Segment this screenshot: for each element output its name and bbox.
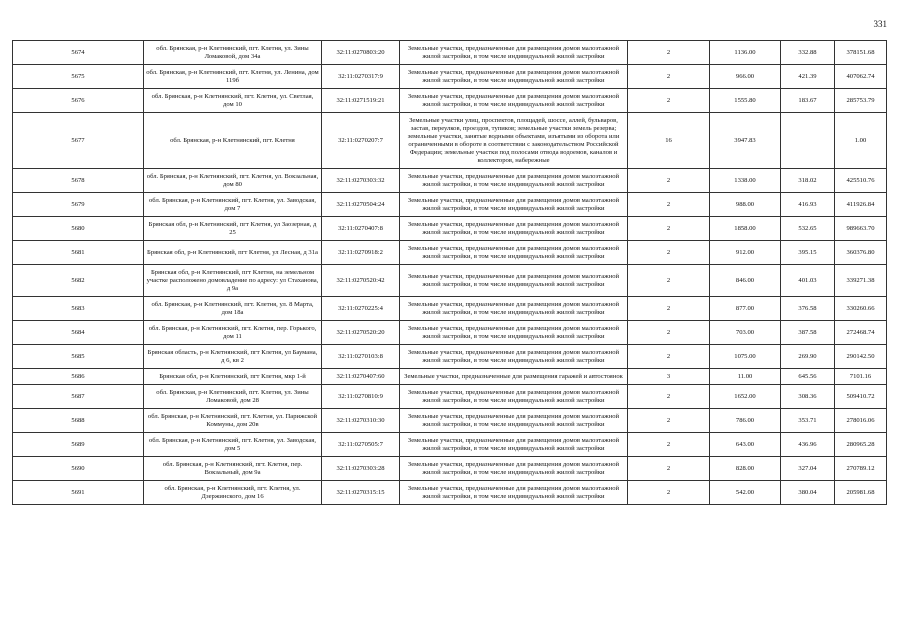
- land-use-cell: Земельные участки улиц, проспектов, площадей, шоссе, аллей, бульваров, застав, переулков, проездов, тупиков; земельные участки земель резерва; земельные участки, занятые водными объектами, изъятыми из оборота или ограниченными в обороте в соответствии с законодательством Российской Федерации; земельные участки под полосами отвода водоемов, каналов и коллекторов, набережные: [400, 113, 628, 169]
- cadastral-number-cell: 32:11:0270315:15: [322, 481, 400, 505]
- cadastral-value-cell: 285753.79: [835, 89, 887, 113]
- table-row: [13, 297, 887, 321]
- table-row: [13, 169, 887, 193]
- cadastral-value-cell: 1.00: [835, 113, 887, 169]
- area-cell: 988.00: [710, 193, 781, 217]
- specific-value-cell: 376.58: [781, 297, 835, 321]
- cadastral-number-cell: 32:11:0270317:9: [322, 65, 400, 89]
- specific-value-cell: 269.90: [781, 345, 835, 369]
- area-cell: 1075.00: [710, 345, 781, 369]
- row-number-cell: 5689: [13, 433, 144, 457]
- table-row: [13, 113, 887, 169]
- area-cell: 1652.00: [710, 385, 781, 409]
- cadastral-number-cell: 32:11:0270810:9: [322, 385, 400, 409]
- land-use-cell: Земельные участки, предназначенные для размещения гаражей и автостоянок: [400, 369, 628, 385]
- table-row: [13, 41, 887, 65]
- area-cell: 786.00: [710, 409, 781, 433]
- table-row: [13, 409, 887, 433]
- area-cell: 3947.83: [710, 113, 781, 169]
- row-number-cell: 5684: [13, 321, 144, 345]
- area-cell: 828.00: [710, 457, 781, 481]
- table-row: [13, 241, 887, 265]
- cadastral-number-cell: 32:11:0270504:24: [322, 193, 400, 217]
- cadastral-number-cell: 32:11:0270407:60: [322, 369, 400, 385]
- specific-value-cell: 308.36: [781, 385, 835, 409]
- area-cell: 643.00: [710, 433, 781, 457]
- table-row: [13, 65, 887, 89]
- address-cell: обл. Брянская, р-н Клетнянский, пгт. Клетня, ул. Зины Ломаковой, дом 28: [144, 385, 322, 409]
- row-number-cell: 5680: [13, 217, 144, 241]
- cadastral-value-cell: 330260.66: [835, 297, 887, 321]
- area-cell: 1338.00: [710, 169, 781, 193]
- table-row: [13, 369, 887, 385]
- row-number-cell: 5675: [13, 65, 144, 89]
- land-use-cell: Земельные участки, предназначенные для размещения домов малоэтажной жилой застройки, в том числе индивидуальной жилой застройки: [400, 193, 628, 217]
- area-cell: 1555.80: [710, 89, 781, 113]
- cadastral-value-cell: 407062.74: [835, 65, 887, 89]
- address-cell: Брянская обл, р-н Клетнянский, пгт Клетня, мкр 1-й: [144, 369, 322, 385]
- address-cell: обл. Брянская, р-н Клетнянский, пгт. Клетня, пер. Вокзальный, дом 9а: [144, 457, 322, 481]
- table-row: [13, 345, 887, 369]
- use-group-cell: 2: [628, 385, 710, 409]
- area-cell: 912.00: [710, 241, 781, 265]
- table-row: [13, 217, 887, 241]
- use-group-cell: 2: [628, 457, 710, 481]
- cadastral-number-cell: 32:11:0270303:32: [322, 169, 400, 193]
- use-group-cell: 2: [628, 169, 710, 193]
- cadastral-number-cell: 32:11:0271519:21: [322, 89, 400, 113]
- address-cell: обл. Брянская, р-н Клетнянский, пгт. Клетня, пер. Горького, дом 11: [144, 321, 322, 345]
- table-row: [13, 193, 887, 217]
- cadastral-number-cell: 32:11:0270520:42: [322, 265, 400, 297]
- specific-value-cell: 416.93: [781, 193, 835, 217]
- row-number-cell: 5679: [13, 193, 144, 217]
- use-group-cell: 2: [628, 217, 710, 241]
- cadastral-value-cell: 270789.12: [835, 457, 887, 481]
- row-number-cell: 5686: [13, 369, 144, 385]
- table-body: [13, 41, 887, 505]
- cadastral-number-cell: 32:11:0270310:30: [322, 409, 400, 433]
- specific-value-cell: 183.67: [781, 89, 835, 113]
- address-cell: обл. Брянская, р-н Клетнянский, пгт. Клетня, ул. Ленина, дом 119б: [144, 65, 322, 89]
- address-cell: обл. Брянская, р-н Клетнянский, пгт. Клетня, ул. Светлая, дом 10: [144, 89, 322, 113]
- address-cell: Брянская область, р-н Клетнянский, пгт Клетня, ул Баумана, д 6, кв 2: [144, 345, 322, 369]
- table-row: [13, 321, 887, 345]
- use-group-cell: 16: [628, 113, 710, 169]
- table-row: [13, 481, 887, 505]
- area-cell: 542.00: [710, 481, 781, 505]
- row-number-cell: 5683: [13, 297, 144, 321]
- land-use-cell: Земельные участки, предназначенные для размещения домов малоэтажной жилой застройки, в том числе индивидуальной жилой застройки: [400, 65, 628, 89]
- specific-value-cell: 645.56: [781, 369, 835, 385]
- table-row: [13, 433, 887, 457]
- use-group-cell: 2: [628, 89, 710, 113]
- land-use-cell: Земельные участки, предназначенные для размещения домов малоэтажной жилой застройки, в том числе индивидуальной жилой застройки: [400, 457, 628, 481]
- area-cell: 1858.00: [710, 217, 781, 241]
- cadastral-value-cell: 272468.74: [835, 321, 887, 345]
- address-cell: обл. Брянская, р-н Клетнянский, пгт. Клетня, ул. Вокзальная, дом 80: [144, 169, 322, 193]
- specific-value-cell: 532.65: [781, 217, 835, 241]
- address-cell: обл. Брянская, р-н Клетнянский, пгт. Клетня, ул. Дзержинского, дом 16: [144, 481, 322, 505]
- cadastral-number-cell: 32:11:0270918:2: [322, 241, 400, 265]
- row-number-cell: 5681: [13, 241, 144, 265]
- land-use-cell: Земельные участки, предназначенные для размещения домов малоэтажной жилой застройки, в том числе индивидуальной жилой застройки: [400, 481, 628, 505]
- use-group-cell: 2: [628, 193, 710, 217]
- area-cell: 877.00: [710, 297, 781, 321]
- cadastral-value-cell: 425510.76: [835, 169, 887, 193]
- table-row: [13, 89, 887, 113]
- address-cell: обл. Брянская, р-н Клетнянский, пгт. Клетня, ул. Зины Ломаковой, дом 34а: [144, 41, 322, 65]
- row-number-cell: 5682: [13, 265, 144, 297]
- specific-value-cell: 380.04: [781, 481, 835, 505]
- specific-value-cell: 395.15: [781, 241, 835, 265]
- cadastral-value-cell: 989663.70: [835, 217, 887, 241]
- row-number-cell: 5676: [13, 89, 144, 113]
- cadastral-number-cell: 32:11:0270803:20: [322, 41, 400, 65]
- cadastral-value-cell: 378151.68: [835, 41, 887, 65]
- specific-value-cell: 332.88: [781, 41, 835, 65]
- specific-value-cell: 387.58: [781, 321, 835, 345]
- land-use-cell: Земельные участки, предназначенные для размещения домов малоэтажной жилой застройки, в том числе индивидуальной жилой застройки: [400, 321, 628, 345]
- use-group-cell: 2: [628, 265, 710, 297]
- land-registry-table: [12, 40, 887, 505]
- cadastral-value-cell: 339271.38: [835, 265, 887, 297]
- land-use-cell: Земельные участки, предназначенные для размещения домов малоэтажной жилой застройки, в том числе индивидуальной жилой застройки: [400, 297, 628, 321]
- table-row: [13, 385, 887, 409]
- address-cell: обл. Брянская, р-н Клетнянский, пгт. Клетня, ул. 8 Марта, дом 18а: [144, 297, 322, 321]
- area-cell: 11.00: [710, 369, 781, 385]
- row-number-cell: 5691: [13, 481, 144, 505]
- use-group-cell: 2: [628, 409, 710, 433]
- land-use-cell: Земельные участки, предназначенные для размещения домов малоэтажной жилой застройки, в том числе индивидуальной жилой застройки: [400, 169, 628, 193]
- address-cell: Брянская обл, р-н Клетнянский, пгт Клетня, ул Заозерная, д 25: [144, 217, 322, 241]
- use-group-cell: 2: [628, 297, 710, 321]
- row-number-cell: 5674: [13, 41, 144, 65]
- address-cell: обл. Брянская, р-н Клетнянский, пгт. Клетня, ул. Парижской Коммуны, дом 20в: [144, 409, 322, 433]
- land-use-cell: Земельные участки, предназначенные для размещения домов малоэтажной жилой застройки, в том числе индивидуальной жилой застройки: [400, 89, 628, 113]
- specific-value-cell: 327.04: [781, 457, 835, 481]
- cadastral-value-cell: 7101.16: [835, 369, 887, 385]
- specific-value-cell: 401.03: [781, 265, 835, 297]
- cadastral-number-cell: 32:11:0270207:7: [322, 113, 400, 169]
- use-group-cell: 2: [628, 481, 710, 505]
- table-row: [13, 265, 887, 297]
- land-use-cell: Земельные участки, предназначенные для размещения домов малоэтажной жилой застройки, в том числе индивидуальной жилой застройки: [400, 409, 628, 433]
- specific-value-cell: 353.71: [781, 409, 835, 433]
- cadastral-number-cell: 32:11:0270225:4: [322, 297, 400, 321]
- land-use-cell: Земельные участки, предназначенные для размещения домов малоэтажной жилой застройки, в том числе индивидуальной жилой застройки: [400, 265, 628, 297]
- land-use-cell: Земельные участки, предназначенные для размещения домов малоэтажной жилой застройки, в том числе индивидуальной жилой застройки: [400, 433, 628, 457]
- table-row: [13, 457, 887, 481]
- cadastral-number-cell: 32:11:0270407:8: [322, 217, 400, 241]
- land-use-cell: Земельные участки, предназначенные для размещения домов малоэтажной жилой застройки, в том числе индивидуальной жилой застройки: [400, 385, 628, 409]
- cadastral-value-cell: 411926.84: [835, 193, 887, 217]
- area-cell: 703.00: [710, 321, 781, 345]
- address-cell: Брянская обл, р-н Клетнянский, пгт Клетня, ул Лесная, д 31а: [144, 241, 322, 265]
- address-cell: обл. Брянская, р-н Клетнянский, пгт. Клетня, ул. Заводская, дом 5: [144, 433, 322, 457]
- specific-value-cell: [781, 113, 835, 169]
- address-cell: Брянская обл, р-н Клетнянский, пгт Клетня, на земельном участке расположено домовладение по адресу: ул Стаханова, д 9а: [144, 265, 322, 297]
- cadastral-number-cell: 32:11:0270505:7: [322, 433, 400, 457]
- cadastral-value-cell: 360376.80: [835, 241, 887, 265]
- row-number-cell: 5678: [13, 169, 144, 193]
- cadastral-number-cell: 32:11:0270303:28: [322, 457, 400, 481]
- use-group-cell: 2: [628, 433, 710, 457]
- row-number-cell: 5685: [13, 345, 144, 369]
- cadastral-value-cell: 205981.68: [835, 481, 887, 505]
- row-number-cell: 5677: [13, 113, 144, 169]
- use-group-cell: 2: [628, 65, 710, 89]
- use-group-cell: 3: [628, 369, 710, 385]
- use-group-cell: 2: [628, 241, 710, 265]
- page-number: 331: [873, 19, 887, 29]
- address-cell: обл. Брянская, р-н Клетнянский, пгт. Клетня, ул. Заводская, дом 7: [144, 193, 322, 217]
- land-use-cell: Земельные участки, предназначенные для размещения домов малоэтажной жилой застройки, в том числе индивидуальной жилой застройки: [400, 41, 628, 65]
- specific-value-cell: 436.96: [781, 433, 835, 457]
- specific-value-cell: 421.39: [781, 65, 835, 89]
- area-cell: 846.00: [710, 265, 781, 297]
- use-group-cell: 2: [628, 321, 710, 345]
- cadastral-value-cell: 278016.06: [835, 409, 887, 433]
- land-use-cell: Земельные участки, предназначенные для размещения домов малоэтажной жилой застройки, в том числе индивидуальной жилой застройки: [400, 241, 628, 265]
- land-use-cell: Земельные участки, предназначенные для размещения домов малоэтажной жилой застройки, в том числе индивидуальной жилой застройки: [400, 345, 628, 369]
- row-number-cell: 5687: [13, 385, 144, 409]
- row-number-cell: 5690: [13, 457, 144, 481]
- cadastral-number-cell: 32:11:0270520:20: [322, 321, 400, 345]
- use-group-cell: 2: [628, 345, 710, 369]
- row-number-cell: 5688: [13, 409, 144, 433]
- area-cell: 1136.00: [710, 41, 781, 65]
- address-cell: обл. Брянская, р-н Клетнянский, пгт. Клетня: [144, 113, 322, 169]
- area-cell: 966.00: [710, 65, 781, 89]
- cadastral-number-cell: 32:11:0270103:8: [322, 345, 400, 369]
- specific-value-cell: 318.02: [781, 169, 835, 193]
- cadastral-value-cell: 290142.50: [835, 345, 887, 369]
- cadastral-value-cell: 280965.28: [835, 433, 887, 457]
- land-use-cell: Земельные участки, предназначенные для размещения домов малоэтажной жилой застройки, в том числе индивидуальной жилой застройки: [400, 217, 628, 241]
- cadastral-value-cell: 509410.72: [835, 385, 887, 409]
- use-group-cell: 2: [628, 41, 710, 65]
